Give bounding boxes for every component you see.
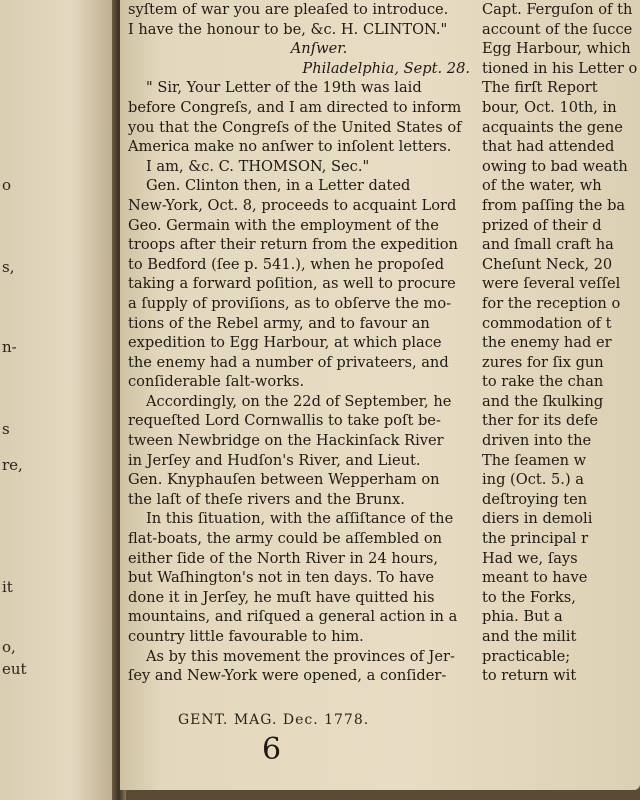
text-line: Gen. Knyphauſen between Wepperham on — [128, 471, 440, 489]
text-line: in Jerſey and Hudſon's River, and Lieut. — [128, 451, 421, 469]
text-line: ing (Oct. 5.) a — [482, 471, 584, 489]
left-page-fragment: n- — [2, 338, 17, 356]
text-line: As by this movement the provinces of Jer- — [146, 647, 455, 665]
text-line: country little favourable to him. — [128, 628, 364, 645]
text-line: before Congreſs, and I am directed to inform — [128, 98, 462, 116]
text-line: America make no anſwer to inſolent letters. — [128, 138, 452, 156]
text-line: syſtem of war you are pleaſed to introduce. — [128, 1, 449, 18]
text-line: " Sir, Your Letter of the 19th was laid — [146, 79, 422, 97]
main-page — [120, 0, 640, 790]
text-line: and ſmall craft ha — [482, 236, 614, 254]
text-line: ther for its defe — [482, 412, 598, 430]
text-line: and the ſkulking — [482, 392, 604, 410]
text-line: the principal r — [482, 530, 589, 548]
left-column — [128, 0, 510, 686]
text-line: diers in demoli — [482, 510, 593, 528]
text-line: but Waſhington's not in ten days. To have — [128, 569, 435, 587]
text-line: ſey and New-York were opened, a conſider- — [128, 667, 447, 685]
text-line: requeſted Lord Cornwallis to take poſt be- — [128, 412, 441, 430]
text-line: Gen. Clinton then, in a Letter dated — [146, 177, 411, 195]
text-line: Philadelphia, Sept. 28. — [302, 59, 470, 77]
text-line: I have the honour to be, &c. H. CLINTON." — [128, 20, 448, 38]
text-line: meant to have — [482, 569, 588, 587]
text-line: practicable; — [482, 647, 571, 665]
page-footer: GENT. MAG. Dec. 1778. — [178, 712, 370, 728]
left-page-fragment: s — [2, 420, 10, 438]
text-line: bour, Oct. 10th, in — [482, 98, 617, 116]
text-line: of the water, wh — [482, 177, 602, 195]
left-page-fragment: eut — [2, 660, 27, 678]
text-line: account of the ſucce — [482, 20, 633, 38]
text-line: Geo. Germain with the employment of the — [128, 216, 439, 234]
text-line: from paſſing the ba — [482, 196, 626, 214]
text-line: to return wit — [482, 667, 577, 685]
text-line: Capt. Ferguſon of th — [482, 1, 633, 18]
text-line: done it in Jerſey, he muſt have quitted his — [128, 588, 435, 606]
text-line: flat-boats, the army could be aſſembled on — [128, 530, 443, 548]
page-number: 6 — [262, 732, 282, 767]
text-line: I am, &c. C. THOMSON, Sec." — [146, 157, 370, 175]
text-line: Cheſunt Neck, 20 — [482, 255, 613, 273]
left-page-fragment: re, — [2, 456, 23, 474]
text-line: for the reception o — [482, 294, 621, 312]
text-line: expedition to Egg Harbour, at which place — [128, 334, 442, 352]
left-page — [0, 0, 118, 800]
text-line: acquaints the gene — [482, 118, 623, 136]
left-page-fragment: it — [2, 578, 13, 596]
text-line: commodation of t — [482, 314, 612, 332]
text-line: the enemy had a number of privateers, and — [128, 353, 449, 371]
left-page-fragment: s, — [2, 258, 15, 276]
text-line: tween Newbridge on the Hackinſack River — [128, 432, 444, 450]
text-line: the enemy had er — [482, 334, 612, 352]
text-line: tions of the Rebel army, and to favour an — [128, 314, 430, 332]
text-line: to Bedford (ſee p. 541.), when he propoſed — [128, 255, 445, 273]
text-line: the laſt of theſe rivers and the Brunx. — [128, 490, 405, 508]
text-line: mountains, and riſqued a general action in a — [128, 608, 458, 626]
text-line: The ſeamen w — [482, 451, 587, 469]
text-line: Egg Harbour, which — [482, 40, 631, 58]
text-line: to rake the chan — [482, 373, 604, 391]
left-page-fragment: o — [2, 176, 12, 194]
text-line: tioned in his Letter o — [482, 59, 638, 77]
text-line: New-York, Oct. 8, proceeds to acquaint Lord — [128, 196, 457, 214]
text-line: conſiderable ſalt-works. — [128, 373, 305, 391]
text-line: The firſt Report — [482, 79, 598, 97]
right-column — [482, 0, 640, 720]
text-line: were ſeveral veſſel — [482, 275, 621, 293]
text-line: owing to bad weath — [482, 157, 628, 175]
text-line: driven into the — [482, 432, 592, 450]
text-line: Accordingly, on the 22d of September, he — [146, 392, 452, 410]
text-line: either ſide of the North River in 24 hours, — [128, 549, 439, 567]
text-line: you that the Congreſs of the United States of — [128, 118, 462, 136]
text-line: to the Forks, — [482, 588, 576, 606]
text-line: phia. But a — [482, 608, 563, 626]
text-line: that had attended — [482, 138, 615, 156]
text-line: taking a forward poſition, as well to procure — [128, 275, 456, 293]
text-line: In this ſituation, with the aſſiſtance of the — [146, 510, 454, 528]
text-line: deſtroying ten — [482, 490, 588, 508]
text-line: zures for ſix gun — [482, 353, 604, 371]
text-line: a ſupply of proviſions, as to obſerve the mo- — [128, 294, 452, 312]
text-line: and the milit — [482, 628, 577, 645]
left-page-fragment: o, — [2, 638, 16, 656]
text-line: troops after their return from the expedition — [128, 236, 458, 254]
text-line: Anſwer. — [290, 40, 348, 58]
text-line: prized of their d — [482, 216, 602, 234]
text-line: Had we, ſays — [482, 549, 578, 567]
